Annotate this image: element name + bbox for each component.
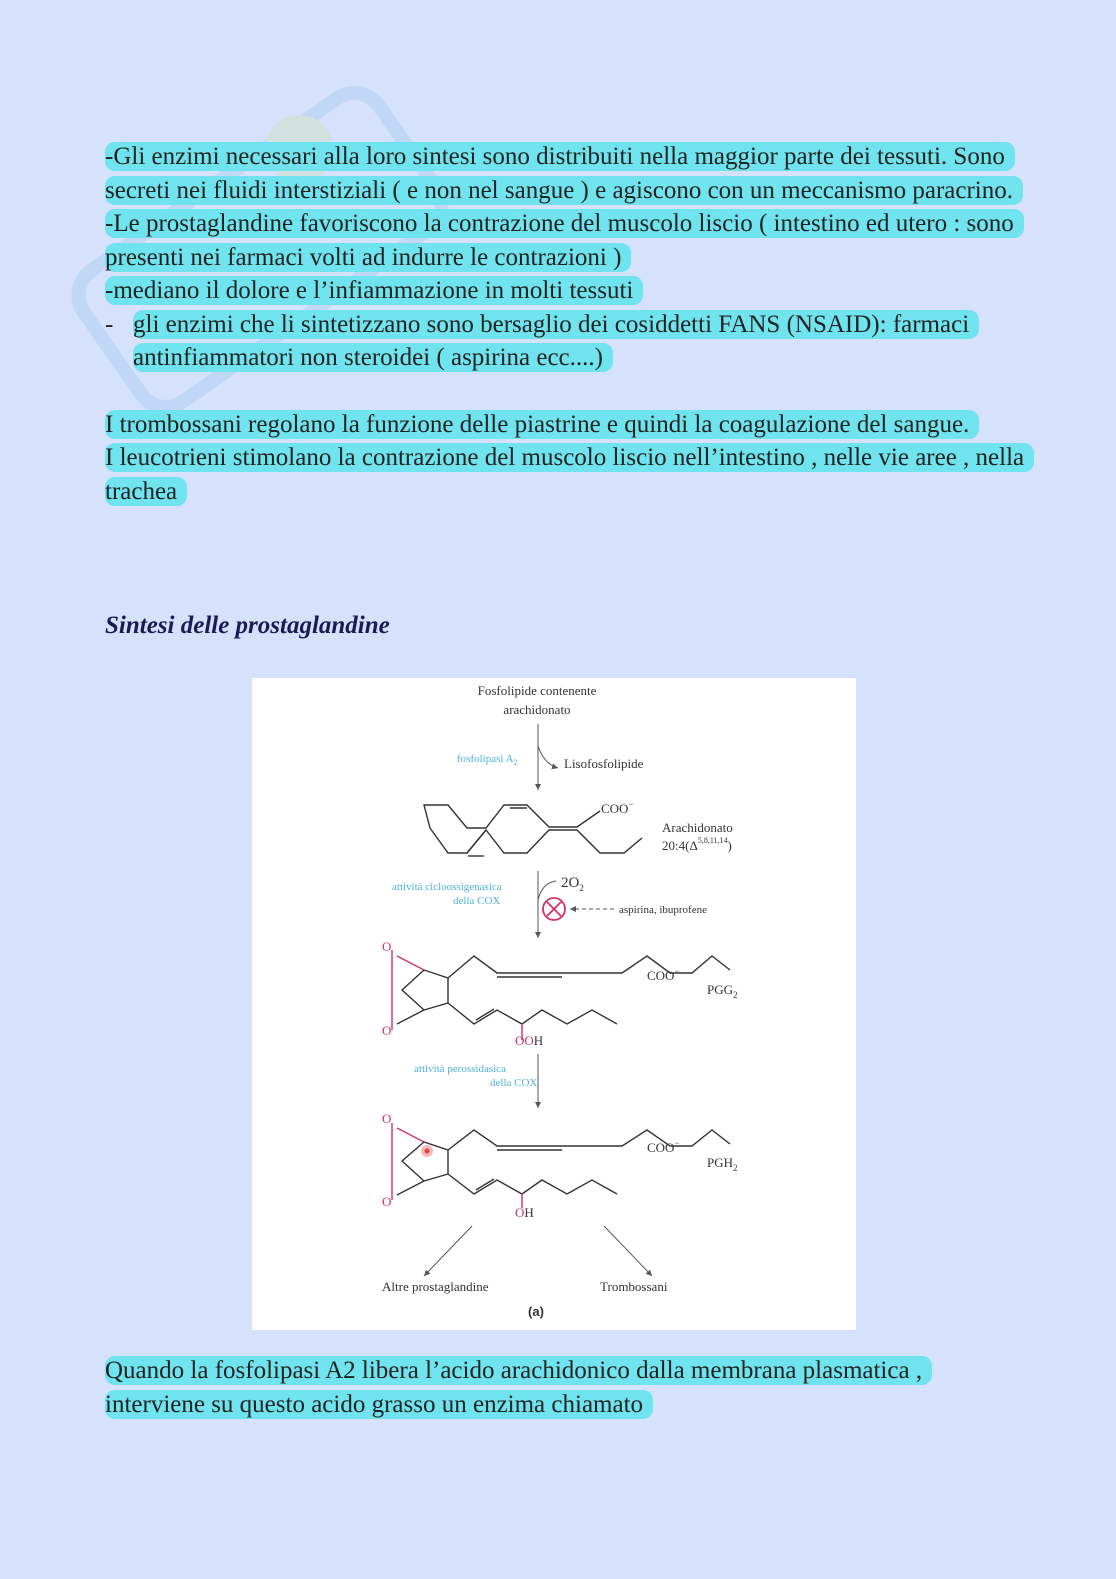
o2-label: $2O_2$ <box>561 875 584 893</box>
list-dash: - <box>105 310 114 338</box>
prostaglandin-synthesis-figure <box>252 678 856 1330</box>
section-heading: Sintesi delle prostaglandine <box>105 612 390 639</box>
thromboxanes-label: Trombossani <box>600 1279 668 1294</box>
paragraph-pain: -mediano il dolore e l’infiammazione in molti tessuti <box>105 274 1025 308</box>
enzyme-cyclooxygenase-2: della COX <box>453 895 501 907</box>
paragraph-prostaglandins: -Le prostaglandine favoriscono la contrazione del muscolo liscio ( intestino ed utero : sono presenti nei farmaci volti ad indurre le contrazioni ) <box>105 207 1025 274</box>
top-label-2: arachidonato <box>503 702 571 717</box>
pathway-diagram <box>252 678 856 1330</box>
paragraph-phospholipase: Quando la fosfolipasi A2 libera l’acido arachidonico dalla membrana plasmatica , interviene su questo acido grasso un enzima chiamato <box>105 1354 1025 1421</box>
oxygen-atom-2: O <box>382 1023 392 1038</box>
oxygen-atom-1: O <box>382 939 392 954</box>
paragraph-enzymes: -Gli enzimi necessari alla loro sintesi sono distribuiti nella maggior parte dei tessuti. Sono secreti nei fluidi interstiziali ( e non nel sangue ) e agiscono con un meccanismo paracrino. <box>105 140 1025 207</box>
paragraph-fans: - gli enzimi che li sintetizzano sono bersaglio dei cosiddetti FANS (NSAID): farmaci antinfiammatori non steroidei ( aspirina ecc....) <box>105 308 1025 375</box>
enzyme-phospholipase: fosfolipasi $A_2$ <box>457 753 518 767</box>
coo-label: COO− <box>601 799 634 816</box>
pgh2-label: $PGH_2$ <box>707 1155 738 1173</box>
paragraph-thromboxanes: I trombossani regolano la funzione delle piastrine e quindi la coagulazione del sangue. <box>105 408 1025 442</box>
top-label-1: Fosfolipide contenente <box>477 683 597 698</box>
arachidonate-name: Arachidonato <box>662 820 733 835</box>
cursor-dot <box>425 1149 430 1154</box>
pgg2-label: $PGG_2$ <box>707 982 738 1000</box>
enzyme-cyclooxygenase-1: attività cicloossigenasica <box>392 881 502 893</box>
hydroxy-label: OH <box>515 1205 534 1220</box>
oxygen-atom-4: O <box>382 1194 392 1209</box>
body-text <box>105 140 1025 508</box>
pgg2-structure <box>392 950 730 1040</box>
coo-label-3: COO− <box>647 1138 680 1155</box>
inhibitor-label: aspirina, ibuprofene <box>619 904 707 916</box>
arachidonate-formula: $20:4(\Delta^{5,8,11,14})$ <box>662 836 732 853</box>
hydroperoxy-label: OOH <box>515 1033 544 1048</box>
enzyme-peroxidase-1: attività perossidasica <box>414 1063 506 1075</box>
coo-label-2: COO− <box>647 966 680 983</box>
oxygen-atom-3: O <box>382 1111 392 1126</box>
inhibition-icon <box>543 898 565 920</box>
panel-label: (a) <box>528 1304 544 1319</box>
enzyme-peroxidase-2: della COX <box>490 1077 538 1089</box>
lysophospholipid-label: Lisofosfolipide <box>564 756 644 771</box>
other-prostaglandins-label: Altre prostaglandine <box>382 1279 489 1294</box>
pgh2-structure <box>392 1123 730 1208</box>
paragraph-leukotrienes: I leucotrieni stimolano la contrazione del muscolo liscio nell’intestino , nelle vie aree , nella trachea <box>105 441 1025 508</box>
closing-text <box>105 1354 1025 1421</box>
